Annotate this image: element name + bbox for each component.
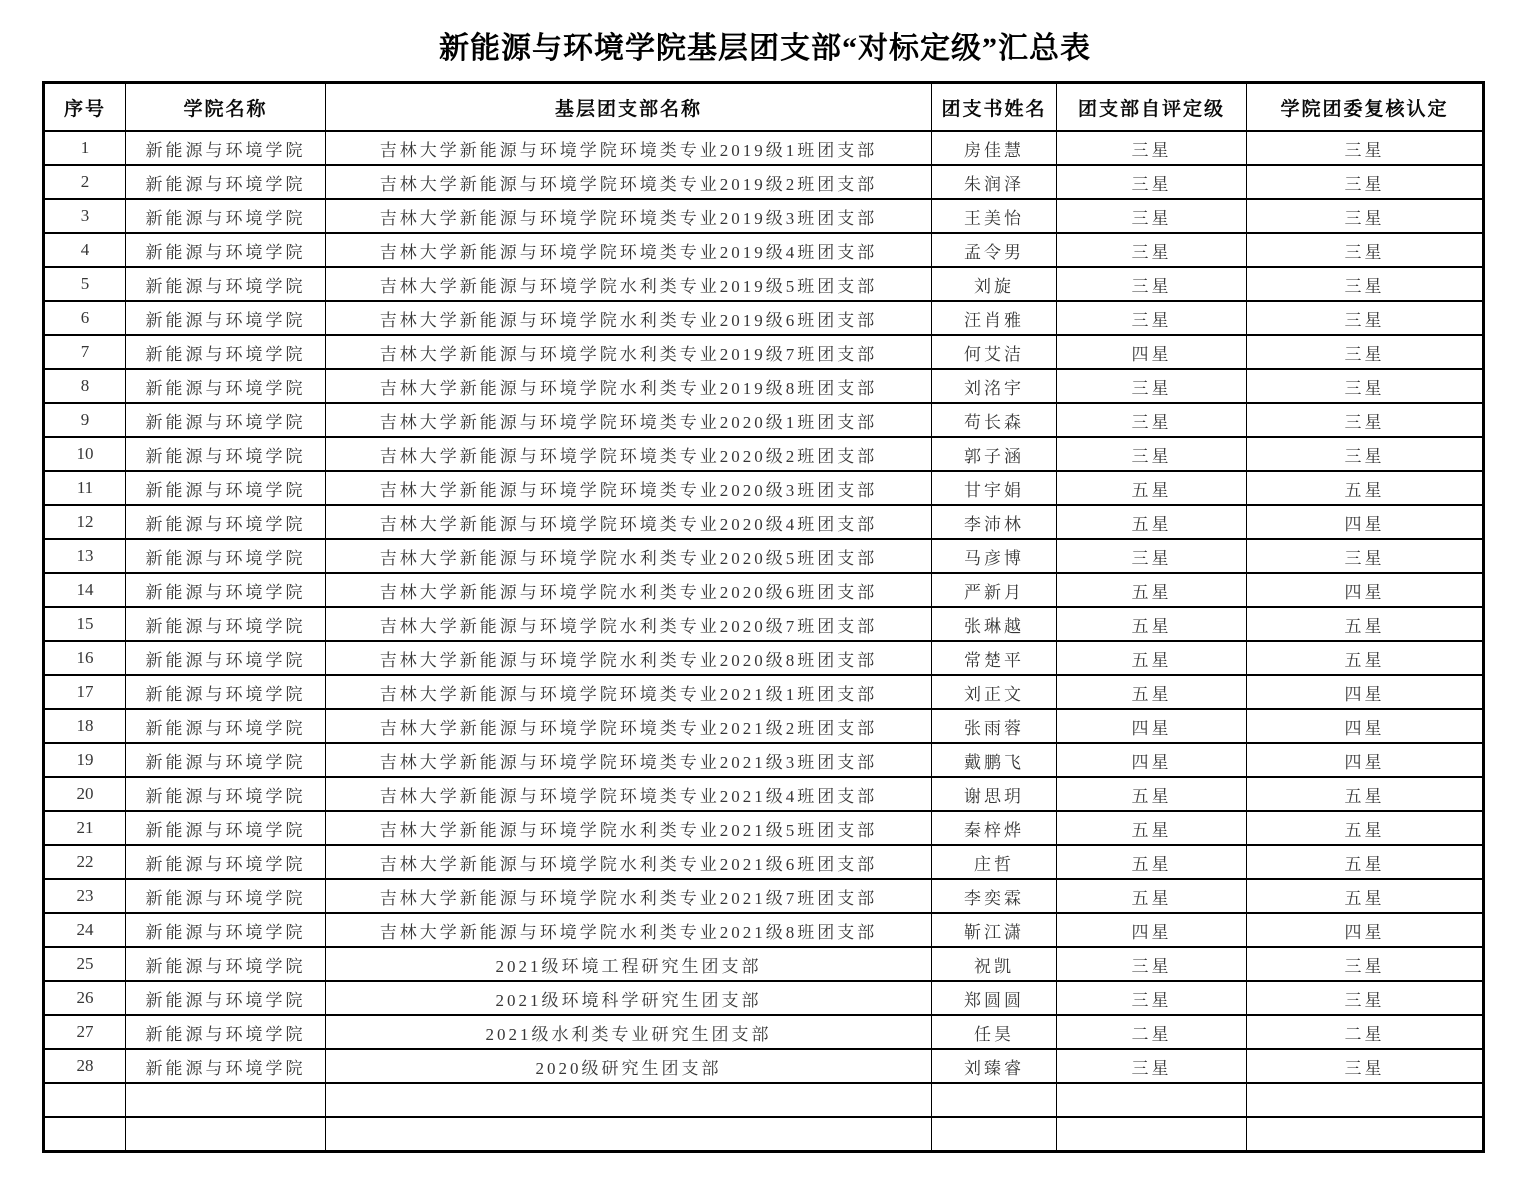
cell-review-rating: 三星 xyxy=(1247,947,1484,981)
cell-branch-name: 吉林大学新能源与环境学院环境类专业2020级2班团支部 xyxy=(326,437,932,471)
header-review-rating: 学院团委复核认定 xyxy=(1247,83,1484,132)
cell-branch-name: 吉林大学新能源与环境学院水利类专业2019级8班团支部 xyxy=(326,369,932,403)
cell-branch-name: 2021级水利类专业研究生团支部 xyxy=(326,1015,932,1049)
cell-row-index: 28 xyxy=(44,1049,126,1083)
header-self-rating: 团支部自评定级 xyxy=(1057,83,1247,132)
header-secretary-name: 团支书姓名 xyxy=(932,83,1057,132)
table-row xyxy=(44,777,1484,811)
cell-review-rating: 三星 xyxy=(1247,301,1484,335)
table-row xyxy=(44,1049,1484,1083)
cell-row-index: 9 xyxy=(44,403,126,437)
cell-college-name: 新能源与环境学院 xyxy=(126,913,326,947)
cell-row-index: 6 xyxy=(44,301,126,335)
cell-secretary-name: 刘臻睿 xyxy=(932,1049,1057,1083)
cell-branch-name: 吉林大学新能源与环境学院环境类专业2021级4班团支部 xyxy=(326,777,932,811)
cell-row-index: 26 xyxy=(44,981,126,1015)
cell-secretary-name xyxy=(932,1117,1057,1152)
cell-college-name: 新能源与环境学院 xyxy=(126,199,326,233)
cell-self-rating: 三星 xyxy=(1057,165,1247,199)
cell-review-rating: 三星 xyxy=(1247,233,1484,267)
cell-review-rating: 五星 xyxy=(1247,845,1484,879)
cell-college-name: 新能源与环境学院 xyxy=(126,471,326,505)
cell-college-name: 新能源与环境学院 xyxy=(126,233,326,267)
cell-college-name: 新能源与环境学院 xyxy=(126,573,326,607)
cell-review-rating: 四星 xyxy=(1247,743,1484,777)
cell-row-index: 14 xyxy=(44,573,126,607)
cell-branch-name xyxy=(326,1083,932,1117)
cell-row-index: 3 xyxy=(44,199,126,233)
cell-college-name: 新能源与环境学院 xyxy=(126,539,326,573)
cell-branch-name: 吉林大学新能源与环境学院水利类专业2021级8班团支部 xyxy=(326,913,932,947)
cell-secretary-name: 刘旋 xyxy=(932,267,1057,301)
cell-branch-name: 吉林大学新能源与环境学院水利类专业2019级6班团支部 xyxy=(326,301,932,335)
cell-secretary-name: 汪肖雅 xyxy=(932,301,1057,335)
cell-branch-name: 吉林大学新能源与环境学院环境类专业2019级4班团支部 xyxy=(326,233,932,267)
table-row xyxy=(44,879,1484,913)
rating-summary-table xyxy=(42,81,1485,1153)
cell-row-index: 8 xyxy=(44,369,126,403)
cell-college-name: 新能源与环境学院 xyxy=(126,1015,326,1049)
cell-college-name: 新能源与环境学院 xyxy=(126,845,326,879)
cell-review-rating: 四星 xyxy=(1247,505,1484,539)
cell-self-rating: 五星 xyxy=(1057,675,1247,709)
cell-row-index: 2 xyxy=(44,165,126,199)
cell-college-name: 新能源与环境学院 xyxy=(126,743,326,777)
cell-college-name: 新能源与环境学院 xyxy=(126,369,326,403)
cell-secretary-name: 李奕霖 xyxy=(932,879,1057,913)
cell-self-rating: 五星 xyxy=(1057,845,1247,879)
table-body xyxy=(44,131,1484,1152)
cell-row-index: 12 xyxy=(44,505,126,539)
cell-review-rating: 三星 xyxy=(1247,1049,1484,1083)
table-row xyxy=(44,131,1484,165)
table-row xyxy=(44,1117,1484,1152)
table-row xyxy=(44,199,1484,233)
cell-row-index: 13 xyxy=(44,539,126,573)
cell-college-name: 新能源与环境学院 xyxy=(126,675,326,709)
cell-review-rating: 三星 xyxy=(1247,437,1484,471)
cell-row-index: 18 xyxy=(44,709,126,743)
cell-secretary-name: 严新月 xyxy=(932,573,1057,607)
table-row xyxy=(44,165,1484,199)
cell-branch-name: 吉林大学新能源与环境学院环境类专业2021级2班团支部 xyxy=(326,709,932,743)
cell-college-name: 新能源与环境学院 xyxy=(126,777,326,811)
cell-college-name: 新能源与环境学院 xyxy=(126,947,326,981)
cell-secretary-name: 秦梓烨 xyxy=(932,811,1057,845)
cell-review-rating: 三星 xyxy=(1247,199,1484,233)
cell-branch-name: 吉林大学新能源与环境学院水利类专业2021级7班团支部 xyxy=(326,879,932,913)
table-row xyxy=(44,607,1484,641)
table-row xyxy=(44,743,1484,777)
cell-branch-name: 吉林大学新能源与环境学院水利类专业2019级5班团支部 xyxy=(326,267,932,301)
cell-self-rating: 三星 xyxy=(1057,947,1247,981)
table-row xyxy=(44,437,1484,471)
cell-row-index: 10 xyxy=(44,437,126,471)
table-row xyxy=(44,335,1484,369)
cell-secretary-name: 甘宇娟 xyxy=(932,471,1057,505)
cell-branch-name: 2021级环境科学研究生团支部 xyxy=(326,981,932,1015)
cell-review-rating: 四星 xyxy=(1247,913,1484,947)
cell-college-name: 新能源与环境学院 xyxy=(126,811,326,845)
cell-row-index: 11 xyxy=(44,471,126,505)
table-row xyxy=(44,1083,1484,1117)
table-row xyxy=(44,811,1484,845)
cell-row-index xyxy=(44,1083,126,1117)
cell-row-index: 22 xyxy=(44,845,126,879)
cell-row-index: 1 xyxy=(44,131,126,165)
cell-secretary-name: 房佳慧 xyxy=(932,131,1057,165)
cell-branch-name: 2021级环境工程研究生团支部 xyxy=(326,947,932,981)
cell-review-rating: 五星 xyxy=(1247,607,1484,641)
cell-secretary-name: 马彦博 xyxy=(932,539,1057,573)
cell-review-rating: 五星 xyxy=(1247,811,1484,845)
table-row xyxy=(44,1015,1484,1049)
cell-row-index: 27 xyxy=(44,1015,126,1049)
cell-secretary-name: 常楚平 xyxy=(932,641,1057,675)
page-title: 新能源与环境学院基层团支部“对标定级”汇总表 xyxy=(439,32,1091,65)
cell-college-name: 新能源与环境学院 xyxy=(126,335,326,369)
cell-self-rating: 五星 xyxy=(1057,879,1247,913)
cell-review-rating: 四星 xyxy=(1247,675,1484,709)
cell-secretary-name: 戴鹏飞 xyxy=(932,743,1057,777)
table-row xyxy=(44,913,1484,947)
cell-branch-name: 吉林大学新能源与环境学院环境类专业2019级3班团支部 xyxy=(326,199,932,233)
cell-branch-name: 2020级研究生团支部 xyxy=(326,1049,932,1083)
cell-secretary-name xyxy=(932,1083,1057,1117)
cell-self-rating: 五星 xyxy=(1057,505,1247,539)
header-row-index: 序号 xyxy=(44,83,126,132)
cell-secretary-name: 朱润泽 xyxy=(932,165,1057,199)
table-row xyxy=(44,675,1484,709)
cell-row-index: 23 xyxy=(44,879,126,913)
cell-review-rating: 五星 xyxy=(1247,777,1484,811)
cell-secretary-name: 庄哲 xyxy=(932,845,1057,879)
cell-self-rating: 二星 xyxy=(1057,1015,1247,1049)
cell-self-rating: 五星 xyxy=(1057,471,1247,505)
table-row xyxy=(44,845,1484,879)
cell-secretary-name: 孟令男 xyxy=(932,233,1057,267)
cell-self-rating: 五星 xyxy=(1057,607,1247,641)
cell-review-rating: 三星 xyxy=(1247,981,1484,1015)
cell-review-rating: 二星 xyxy=(1247,1015,1484,1049)
cell-self-rating: 三星 xyxy=(1057,403,1247,437)
cell-review-rating: 五星 xyxy=(1247,471,1484,505)
cell-secretary-name: 张琳越 xyxy=(932,607,1057,641)
table-row xyxy=(44,709,1484,743)
cell-self-rating: 四星 xyxy=(1057,335,1247,369)
cell-branch-name: 吉林大学新能源与环境学院水利类专业2020级8班团支部 xyxy=(326,641,932,675)
cell-review-rating xyxy=(1247,1117,1484,1152)
cell-self-rating: 三星 xyxy=(1057,1049,1247,1083)
cell-self-rating: 五星 xyxy=(1057,777,1247,811)
cell-college-name: 新能源与环境学院 xyxy=(126,505,326,539)
cell-review-rating: 三星 xyxy=(1247,369,1484,403)
cell-secretary-name: 郑圆圆 xyxy=(932,981,1057,1015)
cell-self-rating xyxy=(1057,1083,1247,1117)
cell-college-name: 新能源与环境学院 xyxy=(126,1049,326,1083)
cell-college-name: 新能源与环境学院 xyxy=(126,301,326,335)
cell-college-name: 新能源与环境学院 xyxy=(126,437,326,471)
table-row xyxy=(44,539,1484,573)
cell-secretary-name: 张雨蓉 xyxy=(932,709,1057,743)
table-row xyxy=(44,233,1484,267)
cell-college-name: 新能源与环境学院 xyxy=(126,879,326,913)
cell-self-rating: 三星 xyxy=(1057,301,1247,335)
cell-branch-name: 吉林大学新能源与环境学院环境类专业2021级3班团支部 xyxy=(326,743,932,777)
cell-review-rating: 五星 xyxy=(1247,641,1484,675)
cell-row-index: 19 xyxy=(44,743,126,777)
cell-row-index: 15 xyxy=(44,607,126,641)
table-row xyxy=(44,947,1484,981)
cell-college-name: 新能源与环境学院 xyxy=(126,131,326,165)
cell-self-rating: 三星 xyxy=(1057,233,1247,267)
cell-row-index: 21 xyxy=(44,811,126,845)
table-row xyxy=(44,369,1484,403)
cell-college-name: 新能源与环境学院 xyxy=(126,267,326,301)
cell-secretary-name: 李沛林 xyxy=(932,505,1057,539)
cell-review-rating: 三星 xyxy=(1247,403,1484,437)
table-row xyxy=(44,471,1484,505)
cell-self-rating: 四星 xyxy=(1057,743,1247,777)
cell-row-index: 5 xyxy=(44,267,126,301)
cell-row-index: 24 xyxy=(44,913,126,947)
cell-college-name: 新能源与环境学院 xyxy=(126,709,326,743)
cell-branch-name: 吉林大学新能源与环境学院环境类专业2020级1班团支部 xyxy=(326,403,932,437)
cell-row-index: 16 xyxy=(44,641,126,675)
table-row xyxy=(44,267,1484,301)
table-row xyxy=(44,505,1484,539)
cell-branch-name xyxy=(326,1117,932,1152)
cell-branch-name: 吉林大学新能源与环境学院环境类专业2019级1班团支部 xyxy=(326,131,932,165)
cell-branch-name: 吉林大学新能源与环境学院环境类专业2020级4班团支部 xyxy=(326,505,932,539)
cell-college-name: 新能源与环境学院 xyxy=(126,403,326,437)
header-college-name: 学院名称 xyxy=(126,83,326,132)
cell-secretary-name: 王美怡 xyxy=(932,199,1057,233)
cell-self-rating: 三星 xyxy=(1057,131,1247,165)
cell-review-rating: 三星 xyxy=(1247,267,1484,301)
cell-self-rating: 三星 xyxy=(1057,369,1247,403)
cell-review-rating: 四星 xyxy=(1247,709,1484,743)
cell-college-name: 新能源与环境学院 xyxy=(126,165,326,199)
cell-college-name xyxy=(126,1117,326,1152)
cell-self-rating: 五星 xyxy=(1057,641,1247,675)
cell-review-rating: 三星 xyxy=(1247,165,1484,199)
cell-self-rating: 三星 xyxy=(1057,981,1247,1015)
cell-secretary-name: 祝凯 xyxy=(932,947,1057,981)
cell-review-rating xyxy=(1247,1083,1484,1117)
cell-college-name: 新能源与环境学院 xyxy=(126,981,326,1015)
header-branch-name: 基层团支部名称 xyxy=(326,83,932,132)
cell-row-index: 4 xyxy=(44,233,126,267)
cell-self-rating: 四星 xyxy=(1057,913,1247,947)
cell-row-index: 20 xyxy=(44,777,126,811)
cell-branch-name: 吉林大学新能源与环境学院水利类专业2020级7班团支部 xyxy=(326,607,932,641)
cell-review-rating: 三星 xyxy=(1247,131,1484,165)
table-header-row xyxy=(44,83,1484,132)
cell-secretary-name: 任昊 xyxy=(932,1015,1057,1049)
cell-self-rating: 三星 xyxy=(1057,539,1247,573)
cell-branch-name: 吉林大学新能源与环境学院环境类专业2019级2班团支部 xyxy=(326,165,932,199)
cell-self-rating: 三星 xyxy=(1057,267,1247,301)
cell-self-rating: 五星 xyxy=(1057,811,1247,845)
cell-row-index: 25 xyxy=(44,947,126,981)
cell-branch-name: 吉林大学新能源与环境学院水利类专业2021级6班团支部 xyxy=(326,845,932,879)
cell-self-rating: 四星 xyxy=(1057,709,1247,743)
table-row xyxy=(44,573,1484,607)
cell-secretary-name: 靳江潇 xyxy=(932,913,1057,947)
cell-branch-name: 吉林大学新能源与环境学院水利类专业2021级5班团支部 xyxy=(326,811,932,845)
cell-review-rating: 三星 xyxy=(1247,539,1484,573)
cell-branch-name: 吉林大学新能源与环境学院环境类专业2021级1班团支部 xyxy=(326,675,932,709)
cell-secretary-name: 何艾洁 xyxy=(932,335,1057,369)
cell-self-rating: 五星 xyxy=(1057,573,1247,607)
cell-branch-name: 吉林大学新能源与环境学院水利类专业2019级7班团支部 xyxy=(326,335,932,369)
cell-secretary-name: 刘洺宇 xyxy=(932,369,1057,403)
table-row xyxy=(44,641,1484,675)
cell-row-index xyxy=(44,1117,126,1152)
table-row xyxy=(44,301,1484,335)
cell-secretary-name: 谢思玥 xyxy=(932,777,1057,811)
cell-secretary-name: 苟长森 xyxy=(932,403,1057,437)
cell-college-name: 新能源与环境学院 xyxy=(126,607,326,641)
cell-self-rating xyxy=(1057,1117,1247,1152)
cell-secretary-name: 刘正文 xyxy=(932,675,1057,709)
cell-branch-name: 吉林大学新能源与环境学院环境类专业2020级3班团支部 xyxy=(326,471,932,505)
cell-self-rating: 三星 xyxy=(1057,437,1247,471)
table-row xyxy=(44,403,1484,437)
cell-college-name xyxy=(126,1083,326,1117)
cell-review-rating: 五星 xyxy=(1247,879,1484,913)
cell-review-rating: 三星 xyxy=(1247,335,1484,369)
cell-branch-name: 吉林大学新能源与环境学院水利类专业2020级6班团支部 xyxy=(326,573,932,607)
cell-college-name: 新能源与环境学院 xyxy=(126,641,326,675)
cell-row-index: 17 xyxy=(44,675,126,709)
cell-self-rating: 三星 xyxy=(1057,199,1247,233)
table-row xyxy=(44,981,1484,1015)
cell-row-index: 7 xyxy=(44,335,126,369)
cell-branch-name: 吉林大学新能源与环境学院水利类专业2020级5班团支部 xyxy=(326,539,932,573)
cell-review-rating: 四星 xyxy=(1247,573,1484,607)
cell-secretary-name: 郭子涵 xyxy=(932,437,1057,471)
